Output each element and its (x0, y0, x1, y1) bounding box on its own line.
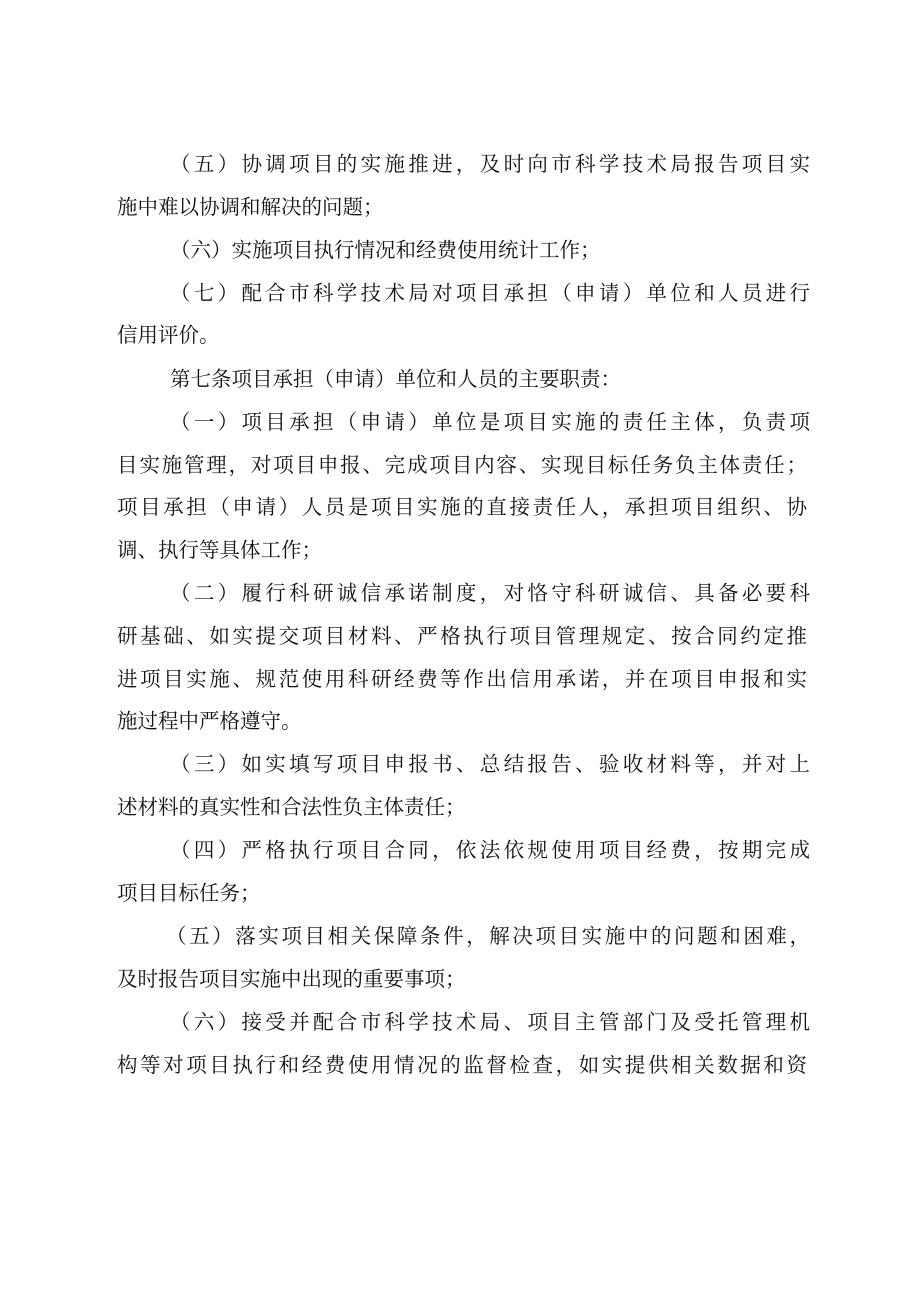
text-line: 项目目标任务； (117, 881, 261, 905)
text-line: 施过程中严格遵守。 (117, 709, 302, 733)
text-line: 进项目实施、规范使用科研经费等作出信用承诺，并在项目申报和实 (117, 667, 807, 691)
text-line: 信用评价。 (117, 323, 220, 347)
text-line: （七）配合市科学技术局对项目承担（申请）单位和人员进行 (170, 281, 810, 305)
text-line: （五）协调项目的实施推进，及时向市科学技术局报告项目实 (170, 152, 810, 176)
section-heading: 第七条项目承担（申请）单位和人员的主要职责： (170, 367, 621, 391)
text-line: （二）履行科研诚信承诺制度，对恪守科研诚信、具备必要科 (170, 581, 810, 605)
text-line: 调、执行等具体工作； (117, 538, 322, 562)
text-line: （六）接受并配合市科学技术局、项目主管部门及受托管理机 (170, 1010, 810, 1034)
text-line: （三）如实填写项目申报书、总结报告、验收材料等，并对上 (170, 752, 810, 776)
text-line: 述材料的真实性和合法性负主体责任； (117, 795, 466, 819)
text-line: 构等对项目执行和经费使用情况的监督检查，如实提供相关数据和资 (117, 1053, 807, 1077)
text-line: （五）落实项目相关保障条件，解决项目实施中的问题和困难， (166, 924, 810, 948)
text-line: 目实施管理，对项目申报、完成项目内容、实现目标任务负主体责任； (117, 453, 807, 477)
text-line: （一）项目承担（申请）单位是项目实施的责任主体，负责项 (170, 410, 810, 434)
text-line: （六）实施项目执行情况和经费使用统计工作； (170, 238, 601, 262)
text-line: （四）严格执行项目合同，依法依规使用项目经费，按期完成 (170, 838, 810, 862)
text-line: 项目承担（申请）人员是项目实施的直接责任人，承担项目组织、协 (117, 495, 807, 519)
text-line: 施中难以协调和解决的问题； (117, 195, 384, 219)
text-line: 研基础、如实提交项目材料、严格执行项目管理规定、按合同约定推 (117, 624, 807, 648)
text-line: 及时报告项目实施中出现的重要事项； (117, 967, 466, 991)
